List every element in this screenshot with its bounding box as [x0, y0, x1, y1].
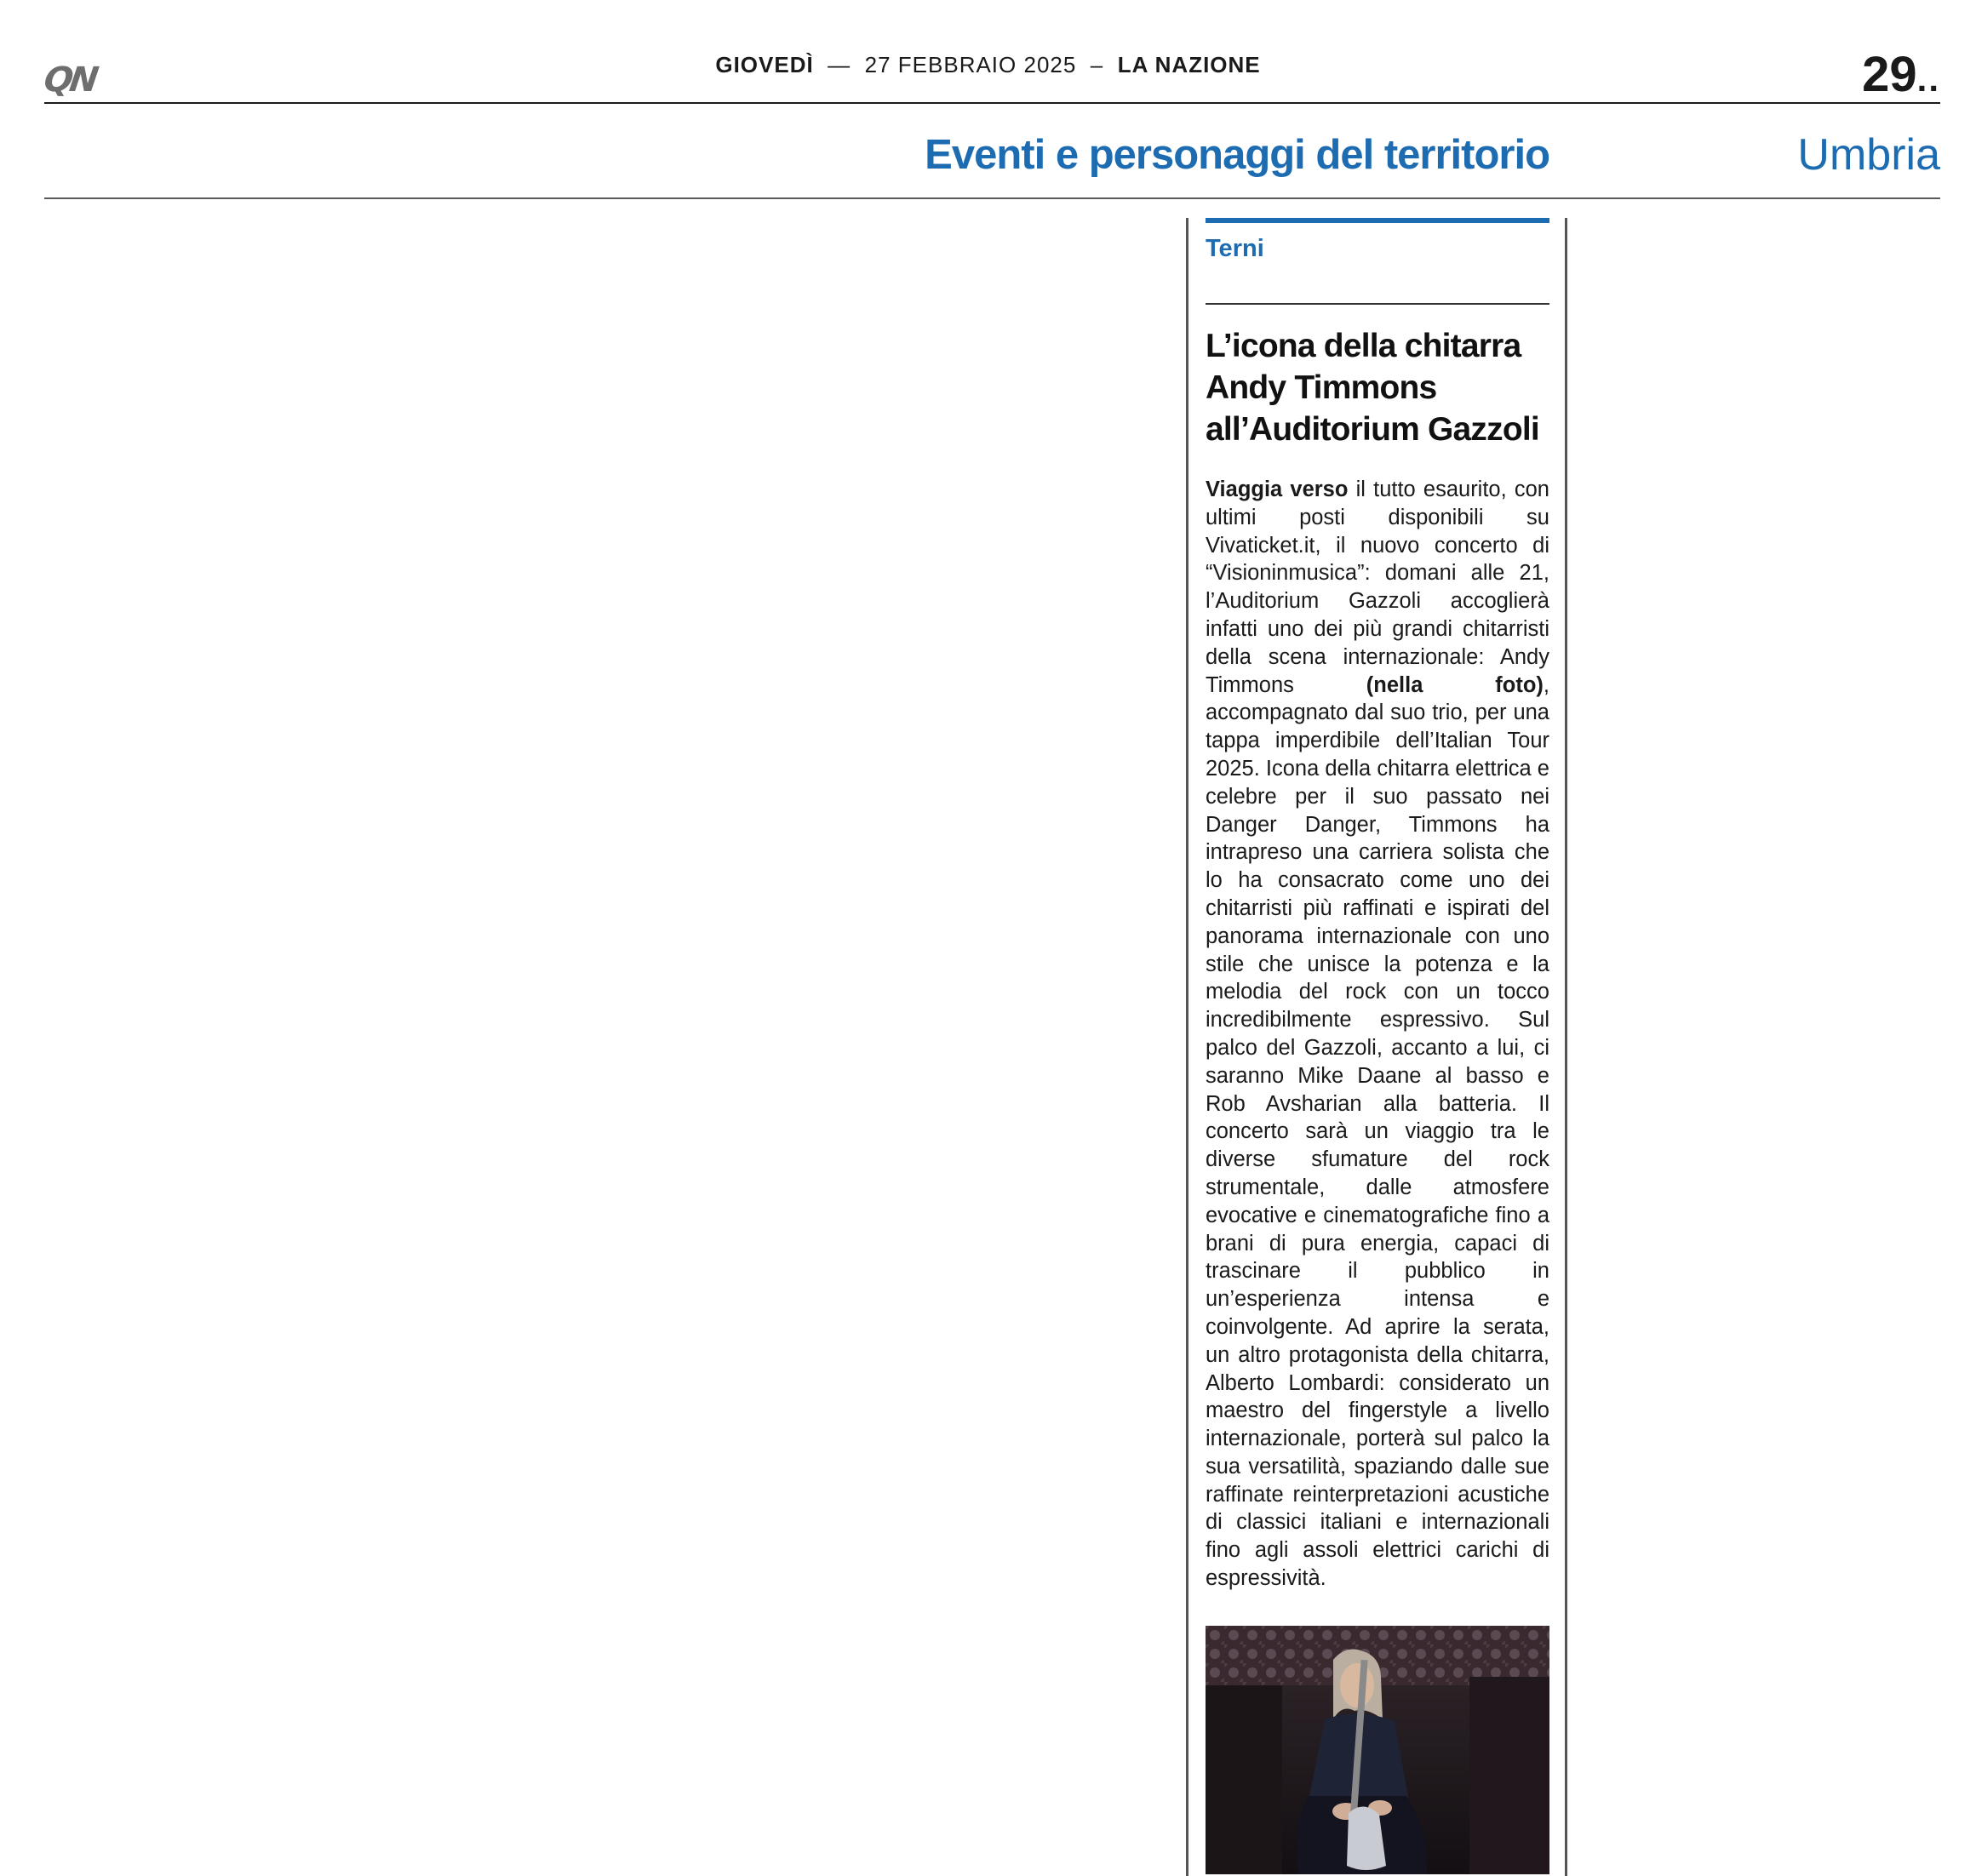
article-kicker: Terni [1206, 235, 1264, 262]
article-lead: Viaggia verso [1206, 478, 1349, 501]
photo-guitarist-illustration [1206, 1626, 1549, 1874]
section-title: Eventi e personaggi del territorio [925, 132, 1549, 178]
kicker-rule [1206, 303, 1549, 305]
qn-logo: QN [41, 60, 98, 100]
headline-line-3: all’Auditorium Gazzoli [1206, 411, 1539, 448]
dateline-newspaper: LA NAZIONE [1117, 52, 1261, 77]
dateline-sep-1: — [820, 52, 858, 77]
article-body-part-2: , accompagnato dal suo trio, per una tappa imperdibile dell’Italian Tour 2025. Icona della chitarra elettrica e celebre per il suo passato nei Danger Danger, Timmons ha intrapreso una carriera solista che lo ha consacrato come uno dei chitarristi più raffinati e ispirati del panorama internazionale con uno stile che unisce la potenza e la melodia del rock con un tocco incredibilmente espressivo. Sul palco del Gazzoli, accanto a lui, ci saranno Mike Daane al basso e Rob Avsharian alla batteria. Il concerto sarà un viaggio tra le diverse sfumature del rock strumentale, dalle atmosfere evocative e cinematografiche fino a brani di pura energia, capaci di trascinare il pubblico in un’esperienza intensa e coinvolgente. Ad aprire la serata, un altro protagonista della chitarra, Alberto Lombardi: considerato un maestro del fingerstyle a livello internazionale, porterà sul palco la sua versatilità, spaziando dalle sue raffinate reinterpretazioni acustiche di classici italiani e internazionali fino agli assoli elettrici carichi di espressività. [1206, 672, 1549, 1591]
article-body-part-1: il tutto esaurito, con ultimi posti disponibili su Vivaticket.it, il nuovo concerto di “Visioninmusica”: domani alle 21, l’Auditorium Gazzoli accoglierà infatti uno dei più grandi chitarristi della scena internazionale: Andy Timmons [1206, 478, 1549, 697]
page-number [1862, 48, 1940, 106]
dateline [0, 49, 1976, 80]
dateline-date: 27 FEBBRAIO 2025 [864, 52, 1077, 77]
column-divider-right [1565, 218, 1567, 1876]
column-divider-left [1186, 218, 1188, 1876]
dateline-day: GIOVEDÌ [715, 52, 814, 77]
article-photo [1206, 1626, 1549, 1874]
headline-line-2: Andy Timmons [1206, 369, 1437, 406]
region-label: Umbria [1797, 130, 1940, 180]
page-number-dots: .. [1916, 59, 1940, 99]
masthead-rule [44, 102, 1940, 104]
page-number-value: 29 [1862, 47, 1917, 102]
article-column [1206, 218, 1549, 1593]
article-headline [1206, 325, 1549, 450]
photo-reference: (nella foto) [1366, 672, 1544, 697]
article-body [1206, 476, 1549, 1593]
dateline-sep-2: – [1083, 52, 1111, 77]
kicker-bar [1206, 218, 1549, 223]
headline-line-1: L’icona della chitarra [1206, 328, 1521, 364]
section-rule [44, 197, 1940, 199]
